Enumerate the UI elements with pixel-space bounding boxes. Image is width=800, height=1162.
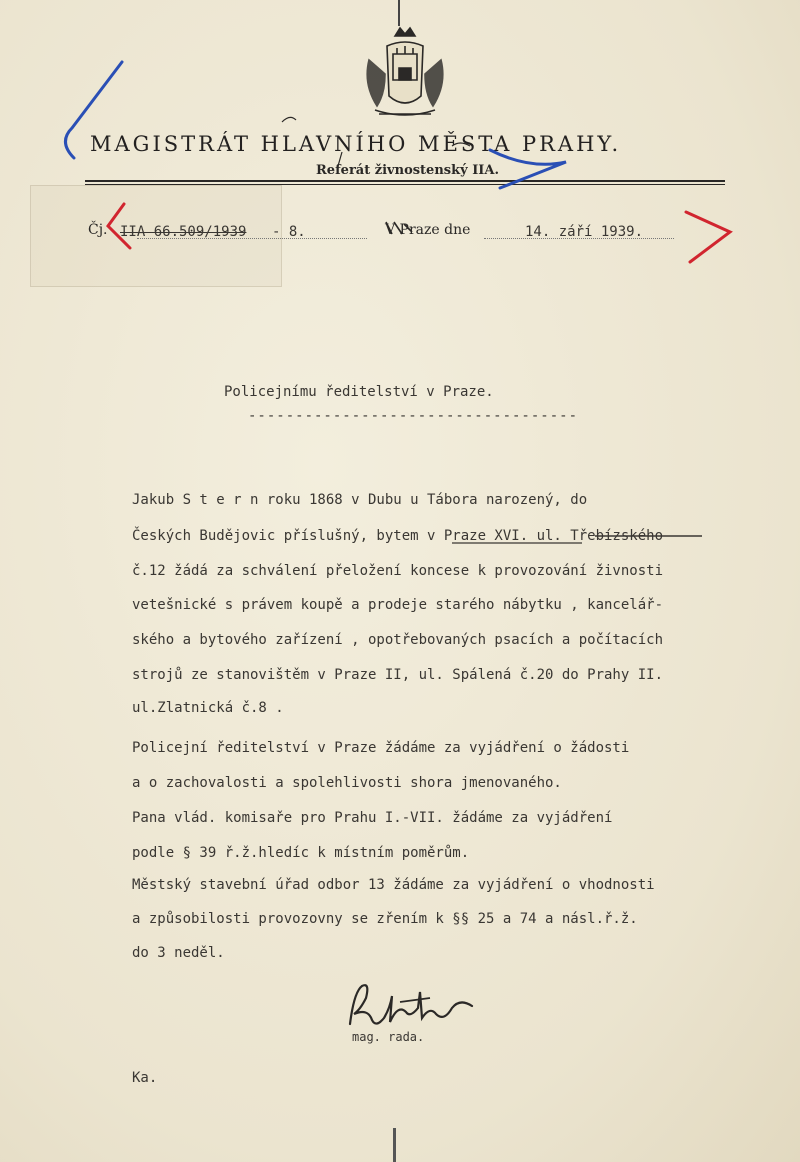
addressee-separator: -----------------------------------: [248, 408, 579, 424]
document-date: 14. září 1939.: [525, 224, 644, 240]
body-line: Městský stavební úřad odbor 13 žádáme za vyjádření o vhodnosti: [132, 877, 655, 893]
body-line: strojů ze stanovištěm v Praze II, ul. Spálená č.20 do Prahy II.: [132, 667, 664, 683]
typist-initials: Ka.: [132, 1070, 158, 1086]
prague-coat-of-arms-emblem: [355, 24, 455, 124]
magistrate-heading: MAGISTRÁT HLAVNÍHO MĚSTA PRAHY.: [90, 132, 622, 156]
reference-label: Čj.: [88, 222, 108, 238]
body-line: podle § 39 ř.ž.hledíc k místním poměrům.: [132, 845, 470, 861]
reference-number: IIA 66.509/1939: [120, 224, 247, 240]
body-line: Policejní ředitelství v Praze žádáme za vyjádření o žádosti: [132, 740, 630, 756]
body-line: do 3 neděl.: [132, 945, 225, 961]
reference-suffix: - 8.: [272, 224, 306, 240]
body-line: ul.Zlatnická č.8 .: [132, 700, 284, 716]
date-dotted-line: [484, 238, 674, 239]
body-line: Pana vlád. komisaře pro Prahu I.-VII. žádáme za vyjádření: [132, 810, 613, 826]
body-line: Českých Budějovic příslušný, bytem v Praze XVI. ul. Třebízského: [132, 528, 664, 544]
reference-dotted-line: [137, 238, 367, 239]
body-line: a způsobilosti provozovny se zřením k §§ 25 a 74 a násl.ř.ž.: [132, 911, 638, 927]
header-rule-thick: [85, 180, 725, 182]
red-bracket-right: [686, 212, 730, 262]
binding-mark-top: [398, 0, 400, 26]
handwritten-signature: [340, 978, 490, 1038]
body-line: vetešnické s právem koupě a prodeje starého nábytku , kancelář-: [132, 597, 664, 613]
signatory-title: mag. rada.: [352, 1030, 425, 1044]
addressee: Policejnímu ředitelství v Praze.: [224, 384, 494, 400]
body-line: č.12 žádá za schválení přeložení koncese k provozování živnosti: [132, 563, 664, 579]
body-line: a o zachovalosti a spolehlivosti shora jmenovaného.: [132, 775, 562, 791]
department-line: Referát živnostenský IIA.: [316, 163, 499, 178]
body-line: ského a bytového zařízení , opotřebovaných psacích a počítacích: [132, 632, 664, 648]
body-line: Jakub S t e r n roku 1868 v Dubu u Tábora narozený, do: [132, 492, 588, 508]
header-rule-thin: [85, 184, 725, 185]
proofreading-tick: [282, 117, 296, 122]
place-date-label: V Praze dne: [385, 222, 471, 238]
binding-mark-bottom: [393, 1128, 396, 1162]
